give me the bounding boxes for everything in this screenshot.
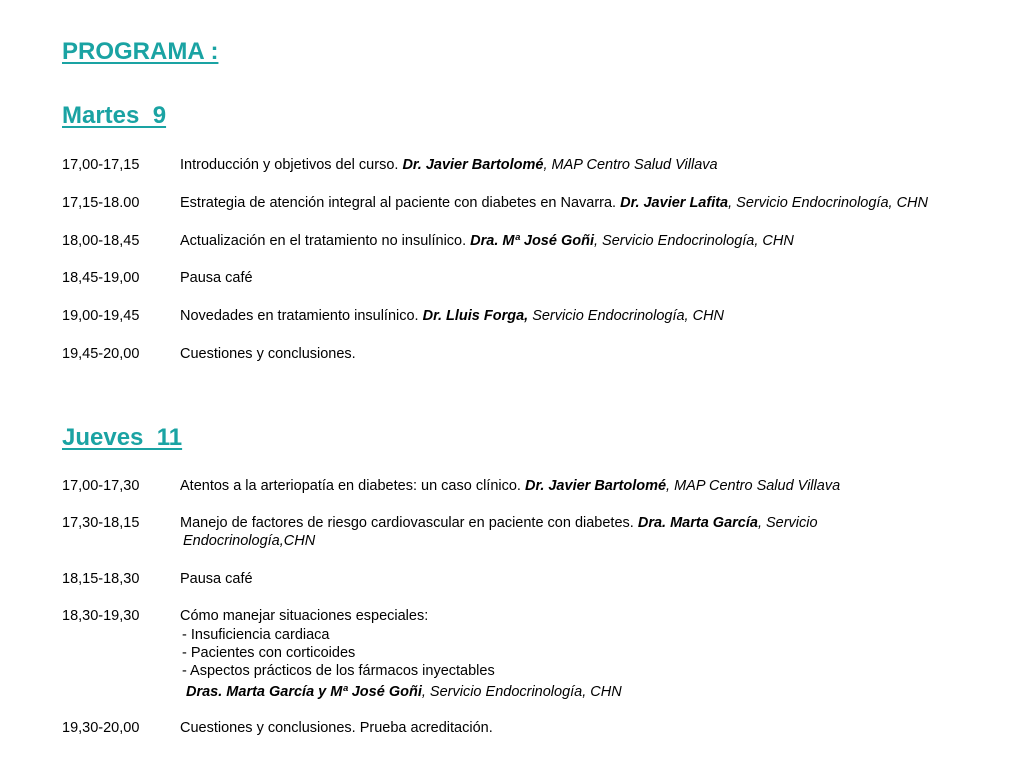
session-description: Novedades en tratamiento insulínico. Dr. Lluis Forga, Servicio Endocrinología, CHN: [180, 308, 725, 324]
speaker-name: Dras. Marta García y Mª José Goñi: [186, 684, 422, 700]
bullet-item: - Insuficiencia cardiaca: [182, 627, 330, 643]
session-description: Atentos a la arteriopatía en diabetes: un caso clínico. Dr. Javier Bartolomé, MAP Centro Salud Villava: [180, 478, 841, 494]
speaker-affiliation: , MAP Centro Salud Villava: [666, 478, 841, 494]
speaker-affiliation: , MAP Centro Salud Villava: [543, 157, 718, 173]
bullet-item: - Aspectos prácticos de los fármacos inyectables: [182, 663, 495, 679]
speaker-name: Dr. Javier Bartolomé: [525, 478, 667, 494]
time-slot: 19,00-19,45: [62, 308, 140, 324]
time-slot: 17,00-17,15: [62, 157, 140, 173]
day-heading-martes: Martes 9: [62, 102, 167, 129]
day-heading-jueves: Jueves 11: [62, 424, 183, 451]
session-description: Pausa café: [180, 571, 253, 587]
session-description: Cuestiones y conclusiones. Prueba acreditación.: [180, 720, 493, 736]
session-description: Introducción y objetivos del curso. Dr. Javier Bartolomé, MAP Centro Salud Villava: [180, 157, 718, 173]
speaker-affiliation: , Servicio Endocrinología, CHN: [421, 684, 622, 700]
time-slot: 17,00-17,30: [62, 478, 140, 494]
speaker-name: Dra. Mª José Goñi: [470, 233, 594, 249]
session-description: Actualización en el tratamiento no insulínico. Dra. Mª José Goñi, Servicio Endocrinología, CHN: [180, 233, 794, 249]
session-description: Cómo manejar situaciones especiales:: [180, 608, 429, 624]
speaker-affiliation-continued: Endocrinología,CHN: [183, 533, 316, 549]
session-description: Pausa café: [180, 270, 253, 286]
session-description: Estrategia de atención integral al paciente con diabetes en Navarra. Dr. Javier Lafita, Servicio Endocrinología, CHN: [180, 195, 928, 211]
speaker-affiliation: Servicio Endocrinología, CHN: [528, 308, 725, 324]
speaker-affiliation: , Servicio: [757, 515, 818, 531]
time-slot: 18,30-19,30: [62, 608, 140, 624]
session-description: Manejo de factores de riesgo cardiovascular en paciente con diabetes. Dra. Marta García, Servicio: [180, 515, 818, 531]
time-slot: 19,30-20,00: [62, 720, 140, 736]
speaker-name: Dr. Javier Lafita: [620, 195, 729, 211]
time-slot: 18,15-18,30: [62, 571, 140, 587]
time-slot: 17,30-18,15: [62, 515, 140, 531]
speaker-name: Dr. Lluis Forga,: [422, 308, 529, 324]
session-speakers: [186, 683, 622, 701]
speaker-name: Dra. Marta García: [637, 515, 758, 531]
programa-heading: PROGRAMA :: [62, 38, 219, 65]
time-slot: 18,45-19,00: [62, 270, 140, 286]
speaker-name: Dr. Javier Bartolomé: [402, 157, 544, 173]
time-slot: 17,15-18.00: [62, 195, 140, 211]
bullet-item: - Pacientes con corticoides: [182, 645, 356, 661]
speaker-affiliation: , Servicio Endocrinología, CHN: [593, 233, 794, 249]
time-slot: 18,00-18,45: [62, 233, 140, 249]
session-description: Cuestiones y conclusiones.: [180, 346, 356, 362]
speaker-affiliation: , Servicio Endocrinología, CHN: [728, 195, 928, 211]
time-slot: 19,45-20,00: [62, 346, 140, 362]
